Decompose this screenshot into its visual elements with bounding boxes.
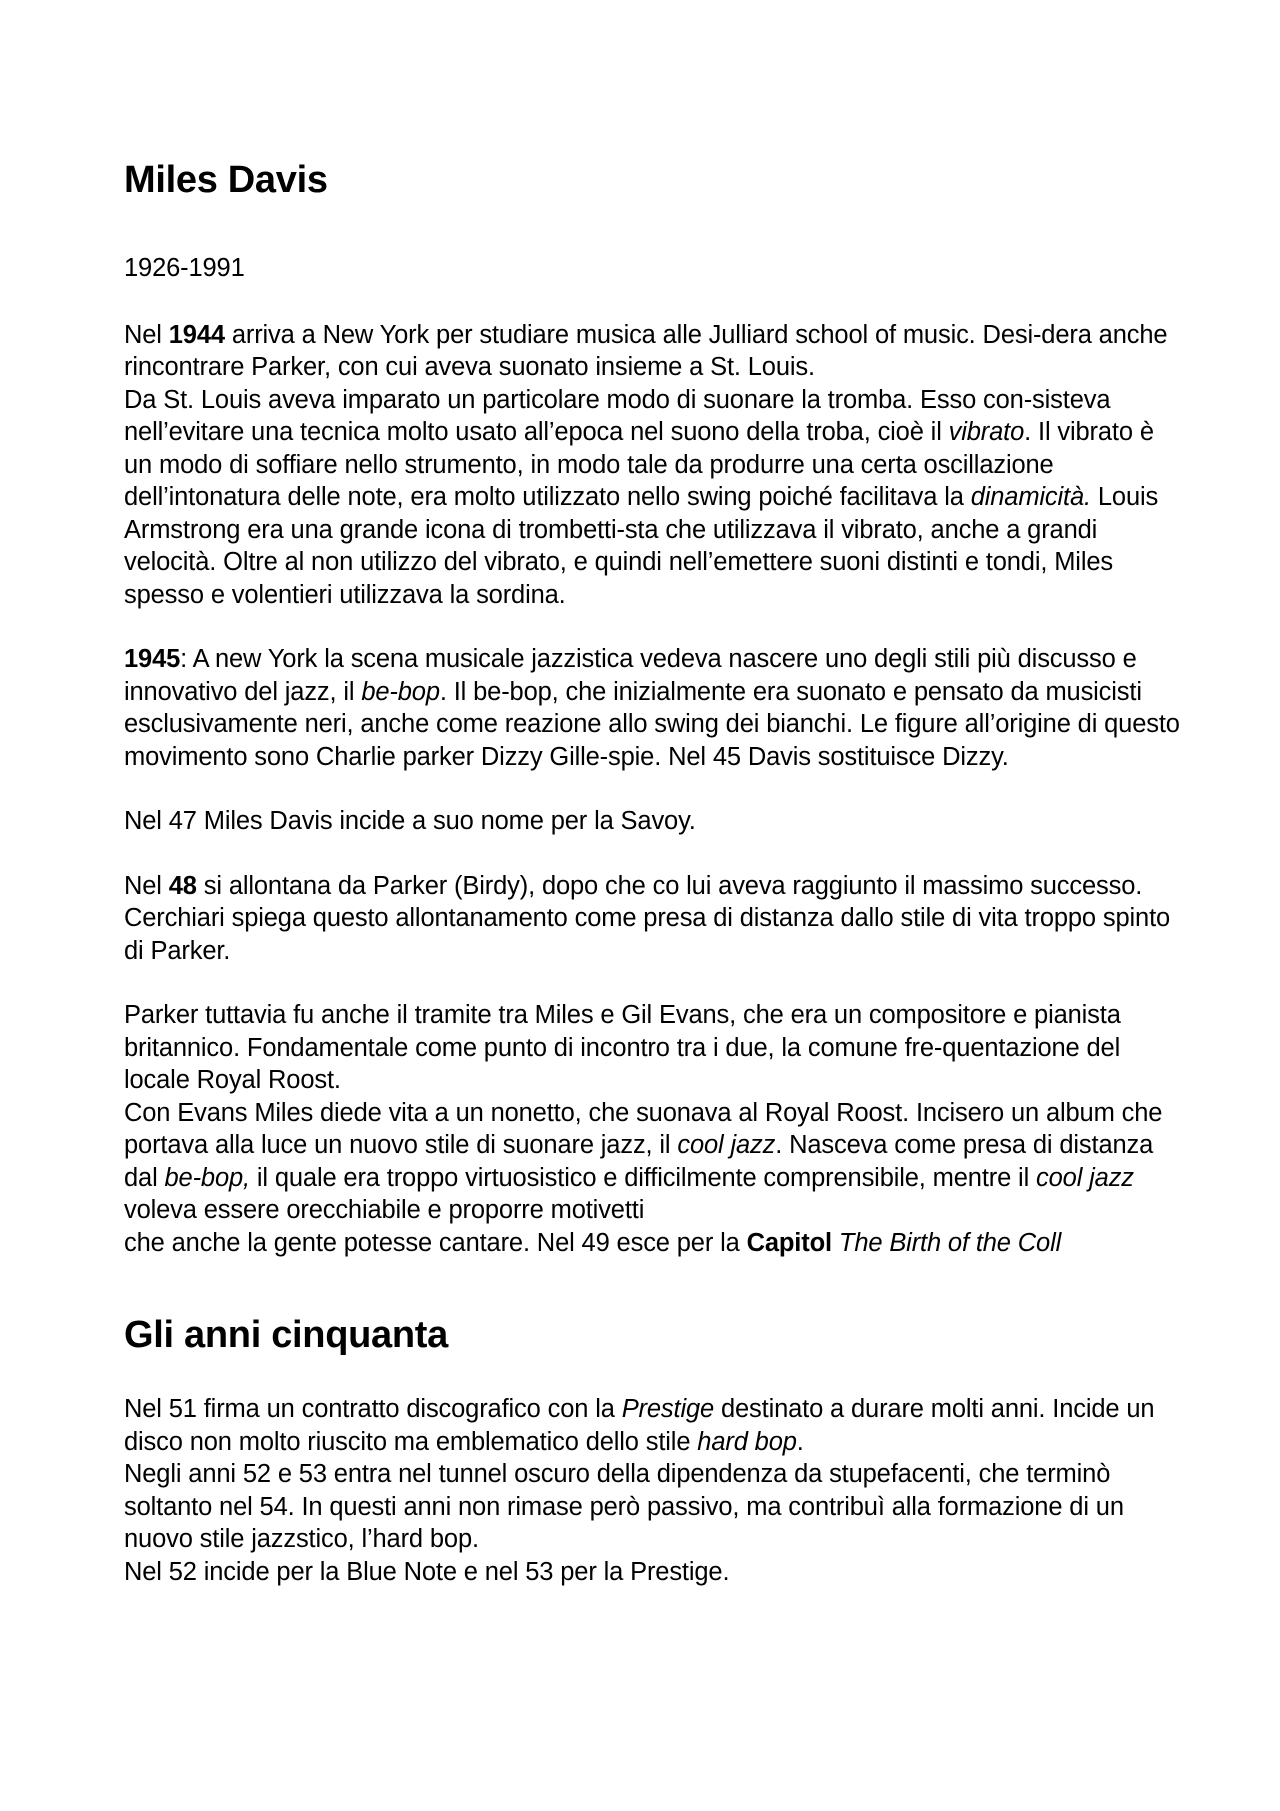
paragraph-evans: Parker tuttavia fu anche il tramite tra Miles e Gil Evans, che era un compositore e pianista britannico. Fondamentale come punto di incontro tra i due, la comune fre-quentazione del locale Royal Roost. Con Evans Miles diede vita a un nonetto, che suonava al Royal Roost. Incisero un album che portava alla luce un nuovo stile di suonare jazz, il cool jazz. Nasceva come presa di distanza dal be-bop, il quale era troppo virtuosistico e difficilmente comprensibile, mentre il cool jazz voleva essere orecchiabile e proporre motivetti che anche la gente potesse cantare. Nel 49 esce per la Capitol The Birth of the Coll: [124, 1001, 1163, 1257]
section-title: Gli anni cinquanta: [124, 1314, 448, 1356]
year-1945: 1945: [124, 645, 181, 673]
album-title: The Birth of the Coll: [838, 1228, 1062, 1257]
page-title: Miles Davis: [124, 159, 328, 201]
paragraph-1948: Nel 48 si allontana da Parker (Birdy), dopo che co lui aveva raggiunto il massimo successo. Cerchiari spiega questo allontanamento come presa di distanza dallo stile di vita troppo spinto di Parker.: [124, 871, 1171, 965]
paragraph-anni-cinquanta: Nel 51 firma un contratto discografico con la Prestige destinato a durare molti anni. Incide un disco non molto riuscito ma emblematico dello stile hard bop. Negli anni 52 e 53 entra nel tunnel oscuro della dipendenza da stupefacenti, che terminò soltanto nel 54. In questi anni non rimase però passivo, ma contribuì alla formazione di un nuovo stile jazzstico, l’hard bop. Nel 52 incide per la Blue Note e nel 53 per la Prestige.: [124, 1395, 1155, 1586]
year-48: 48: [168, 871, 197, 900]
label-capitol: Capitol: [746, 1228, 832, 1257]
paragraph-1947: Nel 47 Miles Davis incide a suo nome per la Savoy.: [124, 807, 696, 835]
life-dates: 1926-1991: [124, 254, 245, 282]
year-1944: 1944: [168, 320, 225, 349]
paragraph-1944: Nel 1944 arriva a New York per studiare musica alle Julliard school of music. Desi-dera anche rincontrare Parker, con cui aveva suonato insieme a St. Louis. Da St. Louis aveva imparato un particolare modo di suonare la tromba. Esso con-sisteva nell’evitare una tecnica molto usato all’epoca nel suono della troba, cioè il vibrato. Il vibrato è un modo di soffiare nello strumento, in modo tale da produrre una certa oscillazione dell’intonatura delle note, era molto utilizzato nello swing poiché facilitava la dinamicità. Louis Armstrong era una grande icona di trombetti-sta che utilizzava il vibrato, anche a grandi velocità. Oltre al non utilizzo del vibrato, e quindi nell’emettere suoni distinti e tondi, Miles spesso e volentieri utilizzava la sordina.: [124, 320, 1168, 609]
document-page: [124, 0, 1184, 1588]
paragraph-1945: 1945: A new York la scena musicale jazzistica vedeva nascere uno degli stili più discusso e innovativo del jazz, il be-bop. Il be-bop, che inizialmente era suonato e pensato da musicisti esclusivamente neri, anche come reazione allo swing dei bianchi. Le figure all’origine di questo movimento sono Charlie parker Dizzy Gille-spie. Nel 45 Davis sostituisce Dizzy.: [124, 645, 1180, 771]
